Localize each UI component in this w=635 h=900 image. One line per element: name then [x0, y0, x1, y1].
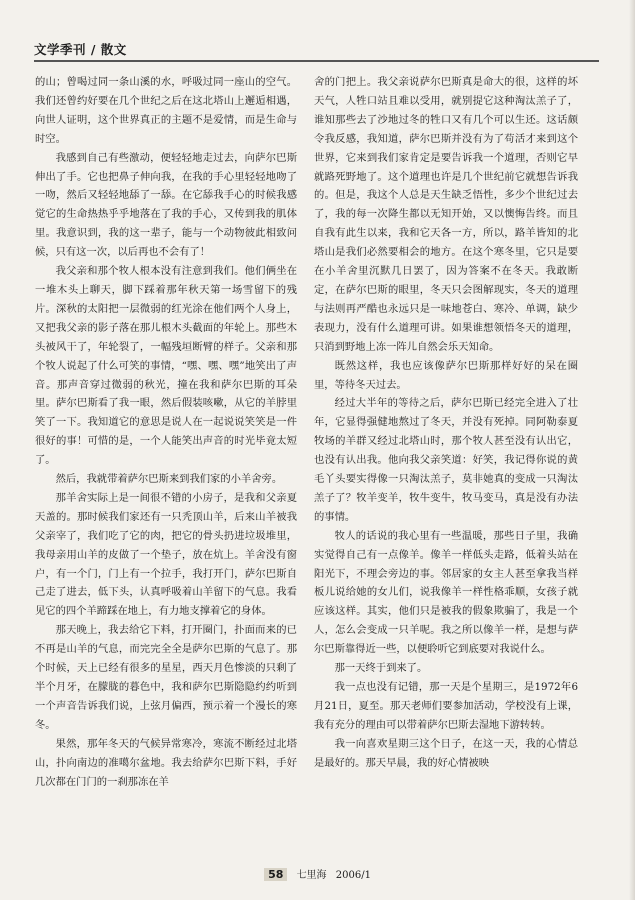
- left-text-column: [35, 73, 297, 791]
- paragraph: 那羊舍实际上是一间很不错的小房子，是我和父亲夏天盖的。那时候我们家还有一只秃顶山羊，后来山羊被我父亲宰了，我们吃了它的肉，把它的骨头扔进垃圾堆里，我母亲用山羊的皮做了一个垫子，放在炕上。羊舍没有窗户，有一个门，门上有一个拉手，我打开门，萨尔巴斯自己走了进去，低下头，认真呼吸着山羊留下的气息。我看见它的四个羊蹄踩在地上，有力地支撑着它的身体。: [35, 491, 297, 618]
- page-number: 58: [264, 868, 287, 881]
- paragraph: 的山；曾喝过同一条山溪的水，呼吸过同一座山的空气。我们还曾约好要在几个世纪之后在这北塔山上邂逅相遇，向世人证明，这个世界真正的主题不是爱情，而是生命与时空。: [35, 76, 297, 145]
- scan-edge-shadow: [629, 0, 635, 900]
- page-footer: [0, 866, 635, 881]
- paragraph: 那天晚上，我去给它下料，打开圈门，扑面而来的已不再是山羊的气息，而完完全全是萨尔巴斯的气息了。那个时候，天上已经有很多的星星，西天月色惨淡的只剩了半个月牙，在朦胧的暮色中，我和萨尔巴斯隐隐约约听到一个声音告诉我们说，上弦月偏西，预示着一个漫长的寒冬。: [35, 624, 297, 731]
- paragraph: 我一向喜欢星期三这个日子，在这一天，我的心情总是最好的。那天早晨，我的好心情被映: [314, 737, 578, 769]
- journal-issue: 2006/1: [335, 870, 371, 881]
- paragraph: 舍的门把上。我父亲说萨尔巴斯真是命大的很，这样的坏天气，人牲口站且难以受用，就别提它这种淘汰羔子了，谁知那些去了沙地过冬的牲口又有几个可以生还。这话颇令我反感，我知道，萨尔巴斯并没有为了苟活才来到这个世界，它来到我们家肯定是要告诉我一个道理，否则它早就路死野地了。这个道理也许是几个世纪前它就想告诉我的。但是，我这个人总是天生缺乏悟性，多少个世纪过去了，我的每一次降生都以无知开始，又以懊悔告终。而且自我有此生以来，我和它天各一方，所以，路羊皆知的北塔山是我们必然要相会的地方。在这个寒冬里，它只是要在小羊舍里沉默几日罢了，因为答案不在冬天。我敢断定，在萨尔巴斯的眼里，冬天只会图解现实，冬天的道理与法则再严酷也永远只是一味地苍白、寒冷、单调，缺少表现力，没有什么道理可讲。如果谁想领悟冬天的道理，只消到野地上冻一阵儿自然会乐天知命。: [314, 76, 578, 353]
- paragraph: 我父亲和那个牧人根本没有注意到我们。他们俩坐在一堆木头上聊天，脚下踩着那年秋天第一场雪留下的残片。深秋的太阳把一层微弱的红光涂在他们两个人身上，又把我父亲的影子落在那儿根木头截面的年轮上。那些木头被风干了，年轮裂了，一幅残垣断臂的样子。父亲和那个牧人说起了什么可笑的事情，“嘿、嘿、嘿”地笑出了声音。那声音穿过微弱的秋光，撞在我和萨尔巴斯的耳朵里。萨尔巴斯看了我一眼，然后假装咳嗽，从它的羊脖里笑了一下。我知道它的意思是说人在一起说说笑笑是一件很好的事！可惜的是，一个人能笑出声音的时光毕竟太短了。: [35, 265, 297, 467]
- journal-name: 七里海: [296, 870, 327, 881]
- section-header: 文学季刊 / 散文: [34, 42, 127, 57]
- header-divider: [34, 60, 599, 62]
- paragraph: 我感到自己有些激动，便轻轻地走过去，向萨尔巴斯伸出了手。它也把鼻子伸向我，在我的手心里轻轻地吻了一吻，然后又轻轻地舔了一舔。在它舔我手心的时候我感觉它的生命热热乎乎地落在了我的手心，又传到我的肌体里。我意识到，我的这一辈子，能与一个动物彼此相致问候，只有这一次，以后再也不会有了！: [35, 151, 297, 259]
- paragraph: 然后，我就带着萨尔巴斯来到我们家的小羊舍旁。: [55, 473, 283, 486]
- paragraph: 那一天终于到来了。: [334, 662, 428, 675]
- paragraph: 果然，那年冬天的气候异常寒冷，寒流不断经过北塔山，扑向南边的准噶尔盆地。我去给萨尔巴斯下料，手好几次都在门门的一刹那冻在羊: [35, 737, 297, 788]
- paragraph: 牧人的话说的我心里有一些温暖，那些日子里，我确实觉得自己有一点像羊。像羊一样低头走路，低着头站在阳光下，不理会旁边的事。邻居家的女主人甚至拿我当样板儿说给她的女儿们，说我像羊一样性格乖顺，女孩子就应该这样。其实，他们只是被我的假象欺骗了，我是一个人，怎么会变成一只羊呢。我之所以像羊一样，是想与萨尔巴斯靠得近一些，以便聆听它到底要对我说什么。: [314, 529, 578, 656]
- paragraph: 既然这样，我也应该像萨尔巴斯那样好好的呆在圈里，等待冬天过去。: [314, 359, 578, 391]
- paragraph: 我一点也没有记错，那一天是个星期三，是1972年6月21日，夏至。那天老师们要参加活动，学校没有上课，我有充分的理由可以带着萨尔巴斯去湿地下游转转。: [314, 681, 578, 731]
- paragraph: 经过大半年的等待之后，萨尔巴斯已经完全进入了壮年，它显得强健地熬过了冬天，并没有死掉。同阿勒泰夏牧场的羊群又经过北塔山时，那个牧人甚至没有认出它，也没有认出我。他向我父亲笑道：好笑，我记得你说的黄毛丫头要实得像一只淘汰羔子，莫非她真的变成一只淘汰羔子了？牧羊变羊，牧牛变牛，牧马变马，真是没有办法的事情。: [314, 397, 578, 523]
- right-text-column: [314, 73, 578, 773]
